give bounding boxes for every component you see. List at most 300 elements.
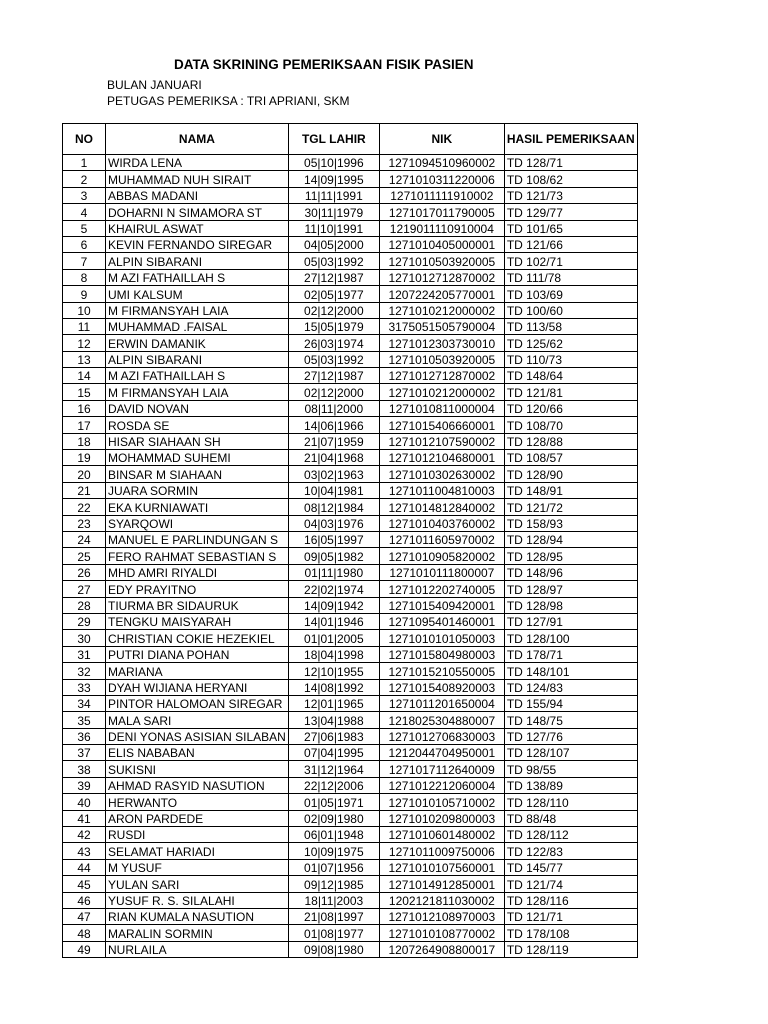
cell-tgl-lahir: 14|09|1942 <box>288 597 379 613</box>
screening-table <box>62 123 638 958</box>
cell-tgl-lahir: 01|05|1971 <box>288 794 379 810</box>
cell-hasil: TD 128/97 <box>504 581 637 597</box>
cell-nama: TIURMA BR SIDAURUK <box>106 597 289 613</box>
cell-hasil: TD 148/96 <box>504 564 637 580</box>
cell-tgl-lahir: 12|01|1965 <box>288 695 379 711</box>
cell-nik: 1271012712870002 <box>379 269 504 285</box>
table-row <box>63 286 638 302</box>
cell-nik: 1271010405000001 <box>379 236 504 252</box>
cell-nama: UMI KALSUM <box>106 286 289 302</box>
table-row <box>63 417 638 433</box>
cell-tgl-lahir: 11|11|1991 <box>288 187 379 203</box>
cell-no: 44 <box>63 859 106 875</box>
cell-tgl-lahir: 30|11|1979 <box>288 204 379 220</box>
cell-nama: MUHAMMAD .FAISAL <box>106 318 289 334</box>
cell-nik: 1271010101050003 <box>379 630 504 646</box>
cell-nama: ALPIN SIBARANI <box>106 351 289 367</box>
cell-nik: 1202121811030002 <box>379 892 504 908</box>
cell-no: 22 <box>63 499 106 515</box>
cell-no: 31 <box>63 646 106 662</box>
cell-nama: TENGKU MAISYARAH <box>106 613 289 629</box>
cell-nik: 1271014912850001 <box>379 876 504 892</box>
cell-nik: 1271012108970003 <box>379 908 504 924</box>
cell-no: 8 <box>63 269 106 285</box>
table-row <box>63 302 638 318</box>
cell-hasil: TD 121/74 <box>504 876 637 892</box>
cell-hasil: TD 108/62 <box>504 171 637 187</box>
cell-no: 6 <box>63 236 106 252</box>
cell-hasil: TD 129/77 <box>504 204 637 220</box>
cell-no: 5 <box>63 220 106 236</box>
cell-no: 17 <box>63 417 106 433</box>
cell-tgl-lahir: 14|06|1966 <box>288 417 379 433</box>
cell-nama: MUHAMMAD NUH SIRAIT <box>106 171 289 187</box>
cell-no: 38 <box>63 761 106 777</box>
cell-nama: ELIS NABABAN <box>106 745 289 761</box>
table-row <box>63 777 638 793</box>
cell-nik: 1271011605970002 <box>379 531 504 547</box>
table-row <box>63 499 638 515</box>
table-row <box>63 646 638 662</box>
cell-nik: 1271011009750006 <box>379 843 504 859</box>
cell-nik: 1271010905820002 <box>379 548 504 564</box>
cell-nama: WIRDA LENA <box>106 155 289 171</box>
table-row <box>63 335 638 351</box>
cell-nik: 1271095401460001 <box>379 613 504 629</box>
cell-nik: 1271015409420001 <box>379 597 504 613</box>
cell-tgl-lahir: 22|12|2006 <box>288 777 379 793</box>
cell-hasil: TD 128/107 <box>504 745 637 761</box>
cell-nik: 1271010212000002 <box>379 384 504 400</box>
cell-nama: DYAH WIJIANA HERYANI <box>106 679 289 695</box>
cell-tgl-lahir: 01|08|1977 <box>288 925 379 941</box>
cell-nama: M FIRMANSYAH LAIA <box>106 384 289 400</box>
table-row <box>63 613 638 629</box>
cell-nik: 1207264908800017 <box>379 941 504 957</box>
table-body <box>63 155 638 958</box>
table-row <box>63 548 638 564</box>
month-label: BULAN JANUARI <box>107 78 202 92</box>
cell-nik: 1271012303730010 <box>379 335 504 351</box>
cell-tgl-lahir: 10|09|1975 <box>288 843 379 859</box>
table-row <box>63 827 638 843</box>
cell-nik: 1207224205770001 <box>379 286 504 302</box>
cell-nama: M AZI FATHAILLAH S <box>106 269 289 285</box>
cell-tgl-lahir: 07|04|1995 <box>288 745 379 761</box>
table-row <box>63 351 638 367</box>
cell-nama: YUSUF R. S. SILALAHI <box>106 892 289 908</box>
cell-nik: 1271015804980003 <box>379 646 504 662</box>
cell-nama: M FIRMANSYAH LAIA <box>106 302 289 318</box>
cell-nik: 1271010209800003 <box>379 810 504 826</box>
cell-nama: ALPIN SIBARANI <box>106 253 289 269</box>
cell-nama: ABBAS MADANI <box>106 187 289 203</box>
cell-hasil: TD 128/119 <box>504 941 637 957</box>
cell-nik: 1271017011790005 <box>379 204 504 220</box>
cell-nama: EDY PRAYITNO <box>106 581 289 597</box>
table-row <box>63 663 638 679</box>
cell-nama: MARIANA <box>106 663 289 679</box>
cell-tgl-lahir: 18|11|2003 <box>288 892 379 908</box>
cell-nik: 1271010503920005 <box>379 351 504 367</box>
cell-no: 18 <box>63 433 106 449</box>
cell-hasil: TD 111/78 <box>504 269 637 285</box>
cell-no: 9 <box>63 286 106 302</box>
cell-hasil: TD 125/62 <box>504 335 637 351</box>
cell-nik: 1271011111910002 <box>379 187 504 203</box>
cell-no: 27 <box>63 581 106 597</box>
cell-no: 2 <box>63 171 106 187</box>
cell-hasil: TD 121/72 <box>504 499 637 515</box>
cell-hasil: TD 128/110 <box>504 794 637 810</box>
cell-tgl-lahir: 10|04|1981 <box>288 482 379 498</box>
cell-no: 25 <box>63 548 106 564</box>
cell-hasil: TD 124/83 <box>504 679 637 695</box>
table-row <box>63 171 638 187</box>
cell-no: 37 <box>63 745 106 761</box>
cell-tgl-lahir: 11|10|1991 <box>288 220 379 236</box>
cell-tgl-lahir: 27|06|1983 <box>288 728 379 744</box>
table-row <box>63 695 638 711</box>
cell-nama: M YUSUF <box>106 859 289 875</box>
table-row <box>63 859 638 875</box>
cell-nama: KHAIRUL ASWAT <box>106 220 289 236</box>
cell-tgl-lahir: 14|08|1992 <box>288 679 379 695</box>
cell-nik: 1271012706830003 <box>379 728 504 744</box>
cell-nama: FERO RAHMAT SEBASTIAN S <box>106 548 289 564</box>
cell-nama: RUSDI <box>106 827 289 843</box>
cell-tgl-lahir: 16|05|1997 <box>288 531 379 547</box>
cell-tgl-lahir: 02|09|1980 <box>288 810 379 826</box>
cell-hasil: TD 121/71 <box>504 908 637 924</box>
cell-nama: HISAR SIAHAAN SH <box>106 433 289 449</box>
cell-no: 41 <box>63 810 106 826</box>
cell-tgl-lahir: 31|12|1964 <box>288 761 379 777</box>
cell-hasil: TD 148/64 <box>504 368 637 384</box>
table-row <box>63 220 638 236</box>
cell-hasil: TD 122/83 <box>504 843 637 859</box>
cell-nama: ERWIN DAMANIK <box>106 335 289 351</box>
cell-no: 47 <box>63 908 106 924</box>
cell-nik: 1271010105710002 <box>379 794 504 810</box>
cell-hasil: TD 138/89 <box>504 777 637 793</box>
cell-hasil: TD 128/94 <box>504 531 637 547</box>
cell-hasil: TD 113/58 <box>504 318 637 334</box>
cell-no: 24 <box>63 531 106 547</box>
cell-tgl-lahir: 06|01|1948 <box>288 827 379 843</box>
table-row <box>63 318 638 334</box>
cell-no: 26 <box>63 564 106 580</box>
cell-no: 10 <box>63 302 106 318</box>
cell-tgl-lahir: 12|10|1955 <box>288 663 379 679</box>
cell-tgl-lahir: 02|12|2000 <box>288 384 379 400</box>
cell-hasil: TD 148/75 <box>504 712 637 728</box>
cell-nik: 1271012107590002 <box>379 433 504 449</box>
cell-nik: 1271094510960002 <box>379 155 504 171</box>
table-row <box>63 745 638 761</box>
table-row <box>63 564 638 580</box>
cell-nik: 1271015408920003 <box>379 679 504 695</box>
officer-label: PETUGAS PEMERIKSA : TRI APRIANI, SKM <box>107 94 350 108</box>
cell-nama: DENI YONAS ASISIAN SILABAN <box>106 728 289 744</box>
cell-nik: 1271010601480002 <box>379 827 504 843</box>
cell-tgl-lahir: 09|05|1982 <box>288 548 379 564</box>
cell-tgl-lahir: 21|04|1968 <box>288 450 379 466</box>
table-row <box>63 482 638 498</box>
cell-nik: 1219011110910004 <box>379 220 504 236</box>
table-row <box>63 531 638 547</box>
cell-tgl-lahir: 01|07|1956 <box>288 859 379 875</box>
cell-tgl-lahir: 05|10|1996 <box>288 155 379 171</box>
cell-nik: 1271015210550005 <box>379 663 504 679</box>
cell-hasil: TD 148/91 <box>504 482 637 498</box>
table-row <box>63 236 638 252</box>
cell-no: 15 <box>63 384 106 400</box>
cell-nama: HERWANTO <box>106 794 289 810</box>
cell-hasil: TD 158/93 <box>504 515 637 531</box>
cell-hasil: TD 155/94 <box>504 695 637 711</box>
cell-nama: SUKISNI <box>106 761 289 777</box>
cell-nama: MALA SARI <box>106 712 289 728</box>
cell-nama: JUARA SORMIN <box>106 482 289 498</box>
cell-nama: KEVIN FERNANDO SIREGAR <box>106 236 289 252</box>
cell-nik: 1271010212000002 <box>379 302 504 318</box>
cell-hasil: TD 128/116 <box>504 892 637 908</box>
cell-nik: 1271015406660001 <box>379 417 504 433</box>
cell-nik: 1271010302630002 <box>379 466 504 482</box>
cell-nik: 1212044704950001 <box>379 745 504 761</box>
cell-tgl-lahir: 05|03|1992 <box>288 351 379 367</box>
table-row <box>63 908 638 924</box>
cell-nik: 1271010111800007 <box>379 564 504 580</box>
cell-nama: MHD AMRI RIYALDI <box>106 564 289 580</box>
cell-hasil: TD 88/48 <box>504 810 637 826</box>
cell-no: 28 <box>63 597 106 613</box>
cell-nama: DAVID NOVAN <box>106 400 289 416</box>
cell-hasil: TD 121/66 <box>504 236 637 252</box>
cell-no: 7 <box>63 253 106 269</box>
cell-no: 45 <box>63 876 106 892</box>
header-nama: NAMA <box>106 124 289 155</box>
cell-nama: MARALIN SORMIN <box>106 925 289 941</box>
cell-nama: PINTOR HALOMOAN SIREGAR <box>106 695 289 711</box>
cell-no: 32 <box>63 663 106 679</box>
cell-no: 34 <box>63 695 106 711</box>
cell-nik: 1271014812840002 <box>379 499 504 515</box>
cell-tgl-lahir: 04|03|1976 <box>288 515 379 531</box>
cell-no: 12 <box>63 335 106 351</box>
cell-hasil: TD 127/76 <box>504 728 637 744</box>
cell-tgl-lahir: 03|02|1963 <box>288 466 379 482</box>
cell-tgl-lahir: 21|07|1959 <box>288 433 379 449</box>
cell-tgl-lahir: 18|04|1998 <box>288 646 379 662</box>
table-row <box>63 515 638 531</box>
cell-hasil: TD 145/77 <box>504 859 637 875</box>
cell-no: 33 <box>63 679 106 695</box>
cell-hasil: TD 128/98 <box>504 597 637 613</box>
table-row <box>63 728 638 744</box>
cell-hasil: TD 127/91 <box>504 613 637 629</box>
cell-nama: AHMAD RASYID NASUTION <box>106 777 289 793</box>
cell-no: 21 <box>63 482 106 498</box>
page-title: DATA SKRINING PEMERIKSAAN FISIK PASIEN <box>174 57 474 72</box>
cell-nama: YULAN SARI <box>106 876 289 892</box>
cell-nik: 1271010403760002 <box>379 515 504 531</box>
cell-tgl-lahir: 14|09|1995 <box>288 171 379 187</box>
cell-nama: ROSDA SE <box>106 417 289 433</box>
cell-nik: 1271011201650004 <box>379 695 504 711</box>
cell-tgl-lahir: 05|03|1992 <box>288 253 379 269</box>
cell-hasil: TD 120/66 <box>504 400 637 416</box>
cell-nik: 1271011004810003 <box>379 482 504 498</box>
cell-tgl-lahir: 02|12|2000 <box>288 302 379 318</box>
table-row <box>63 269 638 285</box>
cell-tgl-lahir: 26|03|1974 <box>288 335 379 351</box>
cell-nik: 1271010107560001 <box>379 859 504 875</box>
cell-no: 3 <box>63 187 106 203</box>
table-row <box>63 253 638 269</box>
cell-no: 40 <box>63 794 106 810</box>
cell-tgl-lahir: 01|11|1980 <box>288 564 379 580</box>
table-row <box>63 597 638 613</box>
table-row <box>63 810 638 826</box>
cell-nama: SELAMAT HARIADI <box>106 843 289 859</box>
table-row <box>63 384 638 400</box>
cell-no: 30 <box>63 630 106 646</box>
cell-no: 49 <box>63 941 106 957</box>
table-row <box>63 630 638 646</box>
cell-no: 14 <box>63 368 106 384</box>
cell-nama: M AZI FATHAILLAH S <box>106 368 289 384</box>
table-row <box>63 712 638 728</box>
cell-hasil: TD 148/101 <box>504 663 637 679</box>
table-row <box>63 368 638 384</box>
cell-tgl-lahir: 08|11|2000 <box>288 400 379 416</box>
cell-no: 42 <box>63 827 106 843</box>
table-row <box>63 433 638 449</box>
table-row <box>63 761 638 777</box>
cell-nama: EKA KURNIAWATI <box>106 499 289 515</box>
cell-hasil: TD 128/88 <box>504 433 637 449</box>
header-no: NO <box>63 124 106 155</box>
cell-hasil: TD 128/112 <box>504 827 637 843</box>
cell-hasil: TD 128/90 <box>504 466 637 482</box>
cell-nik: 3175051505790004 <box>379 318 504 334</box>
cell-tgl-lahir: 02|05|1977 <box>288 286 379 302</box>
cell-nik: 1271010311220006 <box>379 171 504 187</box>
table-row <box>63 843 638 859</box>
cell-nama: CHRISTIAN COKIE HEZEKIEL <box>106 630 289 646</box>
cell-nik: 1271010108770002 <box>379 925 504 941</box>
cell-nik: 1271012212060004 <box>379 777 504 793</box>
cell-no: 19 <box>63 450 106 466</box>
cell-nik: 1271012104680001 <box>379 450 504 466</box>
cell-nik: 1271010811000004 <box>379 400 504 416</box>
cell-nama: MANUEL E PARLINDUNGAN S <box>106 531 289 547</box>
cell-hasil: TD 128/71 <box>504 155 637 171</box>
cell-no: 4 <box>63 204 106 220</box>
header-nik: NIK <box>379 124 504 155</box>
table-row <box>63 187 638 203</box>
cell-hasil: TD 108/70 <box>504 417 637 433</box>
header-hasil: HASIL PEMERIKSAAN <box>504 124 637 155</box>
cell-no: 35 <box>63 712 106 728</box>
cell-nik: 1271012712870002 <box>379 368 504 384</box>
cell-tgl-lahir: 04|05|2000 <box>288 236 379 252</box>
cell-hasil: TD 108/57 <box>504 450 637 466</box>
cell-nama: MOHAMMAD SUHEMI <box>106 450 289 466</box>
cell-no: 16 <box>63 400 106 416</box>
cell-tgl-lahir: 27|12|1987 <box>288 269 379 285</box>
cell-hasil: TD 178/71 <box>504 646 637 662</box>
cell-nik: 1218025304880007 <box>379 712 504 728</box>
cell-hasil: TD 128/100 <box>504 630 637 646</box>
table-row <box>63 204 638 220</box>
table-row <box>63 581 638 597</box>
table-row <box>63 466 638 482</box>
cell-hasil: TD 178/108 <box>504 925 637 941</box>
cell-no: 29 <box>63 613 106 629</box>
cell-nama: DOHARNI N SIMAMORA ST <box>106 204 289 220</box>
cell-tgl-lahir: 13|04|1988 <box>288 712 379 728</box>
cell-hasil: TD 100/60 <box>504 302 637 318</box>
table-row <box>63 892 638 908</box>
cell-no: 36 <box>63 728 106 744</box>
cell-no: 48 <box>63 925 106 941</box>
cell-nik: 1271012202740005 <box>379 581 504 597</box>
cell-hasil: TD 128/95 <box>504 548 637 564</box>
cell-no: 1 <box>63 155 106 171</box>
cell-nik: 1271010503920005 <box>379 253 504 269</box>
table-row <box>63 400 638 416</box>
cell-no: 11 <box>63 318 106 334</box>
cell-nama: PUTRI DIANA POHAN <box>106 646 289 662</box>
cell-no: 20 <box>63 466 106 482</box>
cell-tgl-lahir: 15|05|1979 <box>288 318 379 334</box>
cell-tgl-lahir: 09|08|1980 <box>288 941 379 957</box>
header-tgl-lahir: TGL LAHIR <box>288 124 379 155</box>
cell-hasil: TD 101/65 <box>504 220 637 236</box>
cell-no: 46 <box>63 892 106 908</box>
cell-no: 43 <box>63 843 106 859</box>
cell-hasil: TD 121/81 <box>504 384 637 400</box>
cell-hasil: TD 110/73 <box>504 351 637 367</box>
cell-no: 23 <box>63 515 106 531</box>
cell-tgl-lahir: 01|01|2005 <box>288 630 379 646</box>
cell-nama: ARON PARDEDE <box>106 810 289 826</box>
table-row <box>63 450 638 466</box>
cell-nama: RIAN KUMALA NASUTION <box>106 908 289 924</box>
cell-tgl-lahir: 08|12|1984 <box>288 499 379 515</box>
cell-tgl-lahir: 27|12|1987 <box>288 368 379 384</box>
cell-hasil: TD 121/73 <box>504 187 637 203</box>
table-row <box>63 941 638 957</box>
cell-nama: NURLAILA <box>106 941 289 957</box>
table-row <box>63 679 638 695</box>
cell-tgl-lahir: 14|01|1946 <box>288 613 379 629</box>
table-header-row <box>63 124 638 155</box>
cell-hasil: TD 103/69 <box>504 286 637 302</box>
cell-nik: 1271017112640009 <box>379 761 504 777</box>
table-row <box>63 155 638 171</box>
cell-tgl-lahir: 22|02|1974 <box>288 581 379 597</box>
cell-tgl-lahir: 21|08|1997 <box>288 908 379 924</box>
cell-tgl-lahir: 09|12|1985 <box>288 876 379 892</box>
table-row <box>63 876 638 892</box>
table-row <box>63 925 638 941</box>
table-row <box>63 794 638 810</box>
cell-no: 39 <box>63 777 106 793</box>
